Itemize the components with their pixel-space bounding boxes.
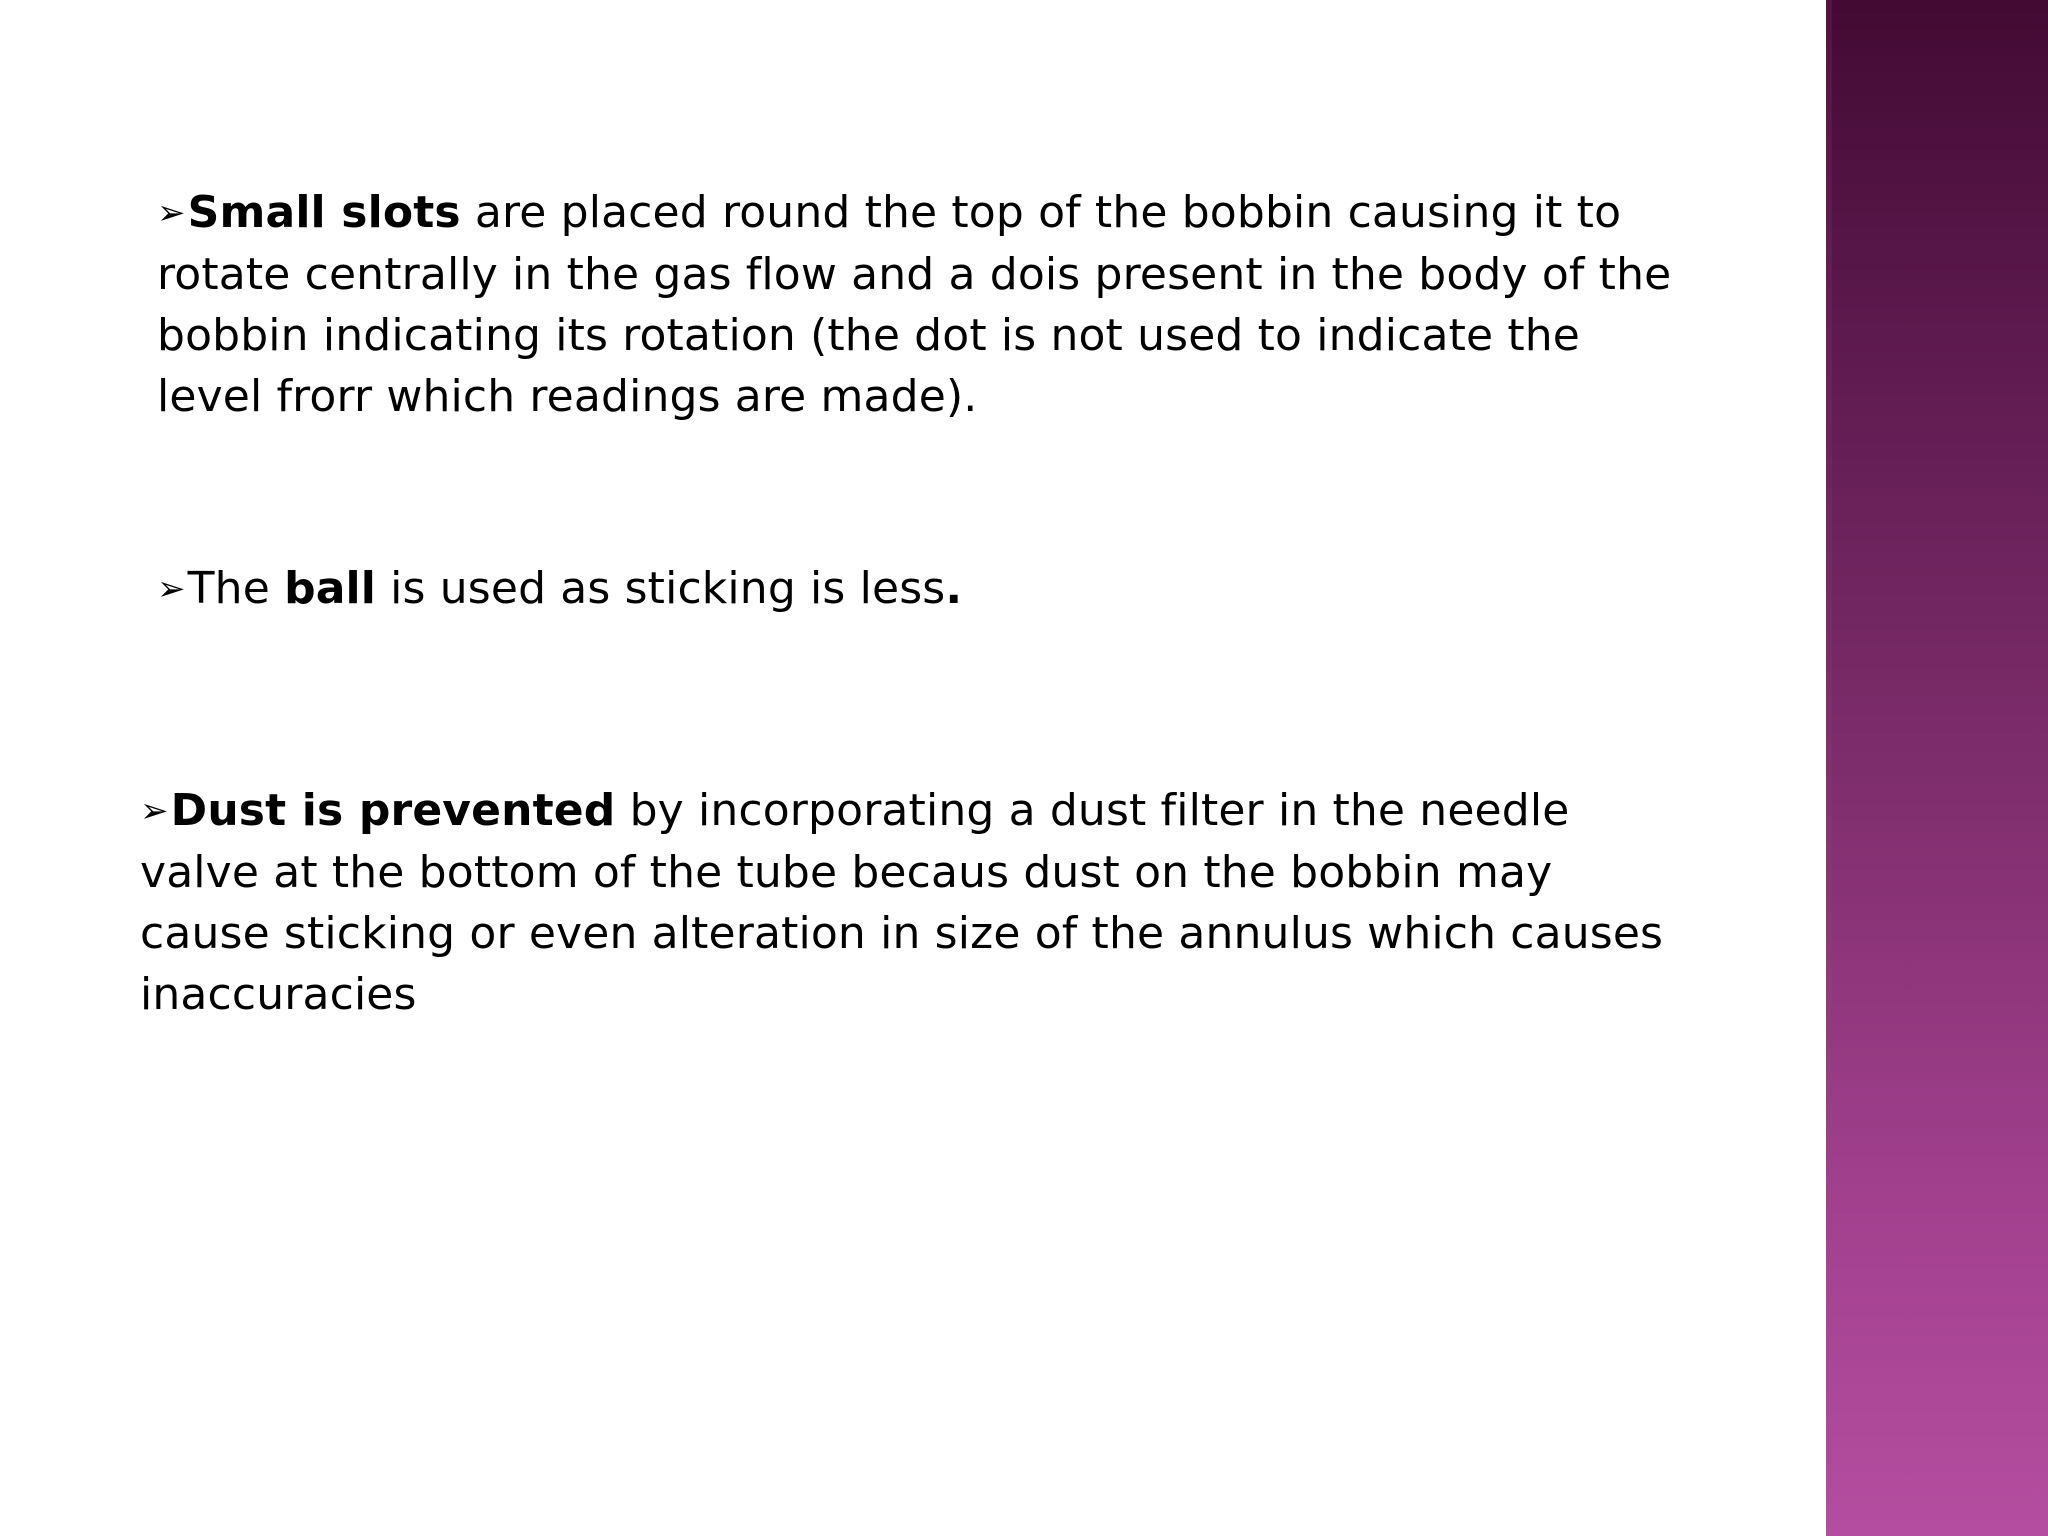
text-line: by incorporating a dust filter in the needle <box>615 785 1570 836</box>
text-line: bobbin indicating its rotation (the dot is not used to indicate the <box>157 310 1580 361</box>
arrow-bullet-icon: ➢ <box>157 569 186 609</box>
text-line: valve at the bottom of the tube becaus dust on the bobbin may <box>140 847 1553 898</box>
decorative-side-band <box>1826 0 2048 1536</box>
text-line: are placed round the top of the bobbin causing it to <box>460 187 1622 238</box>
text-line: cause sticking or even alteration in size of the annulus which causes <box>140 908 1664 959</box>
arrow-bullet-icon: ➢ <box>157 193 186 233</box>
bold-term: ball <box>284 563 377 614</box>
text-line: rotate centrally in the gas flow and a dois present in the body of the <box>157 249 1672 300</box>
text-line: is used as sticking is less <box>376 563 946 614</box>
text-line: level frorr which readings are made). <box>157 371 978 422</box>
bullet-ball <box>157 558 1757 620</box>
text-line: inaccuracies <box>140 969 417 1020</box>
bullet-dust-prevented <box>140 780 1780 1025</box>
bold-period: . <box>945 563 963 614</box>
bold-term: Small slots <box>187 187 461 238</box>
bullet-small-slots <box>157 182 1757 427</box>
bold-term: Dust is prevented <box>170 785 616 836</box>
text-prefix: The <box>187 563 285 614</box>
arrow-bullet-icon: ➢ <box>140 791 169 831</box>
